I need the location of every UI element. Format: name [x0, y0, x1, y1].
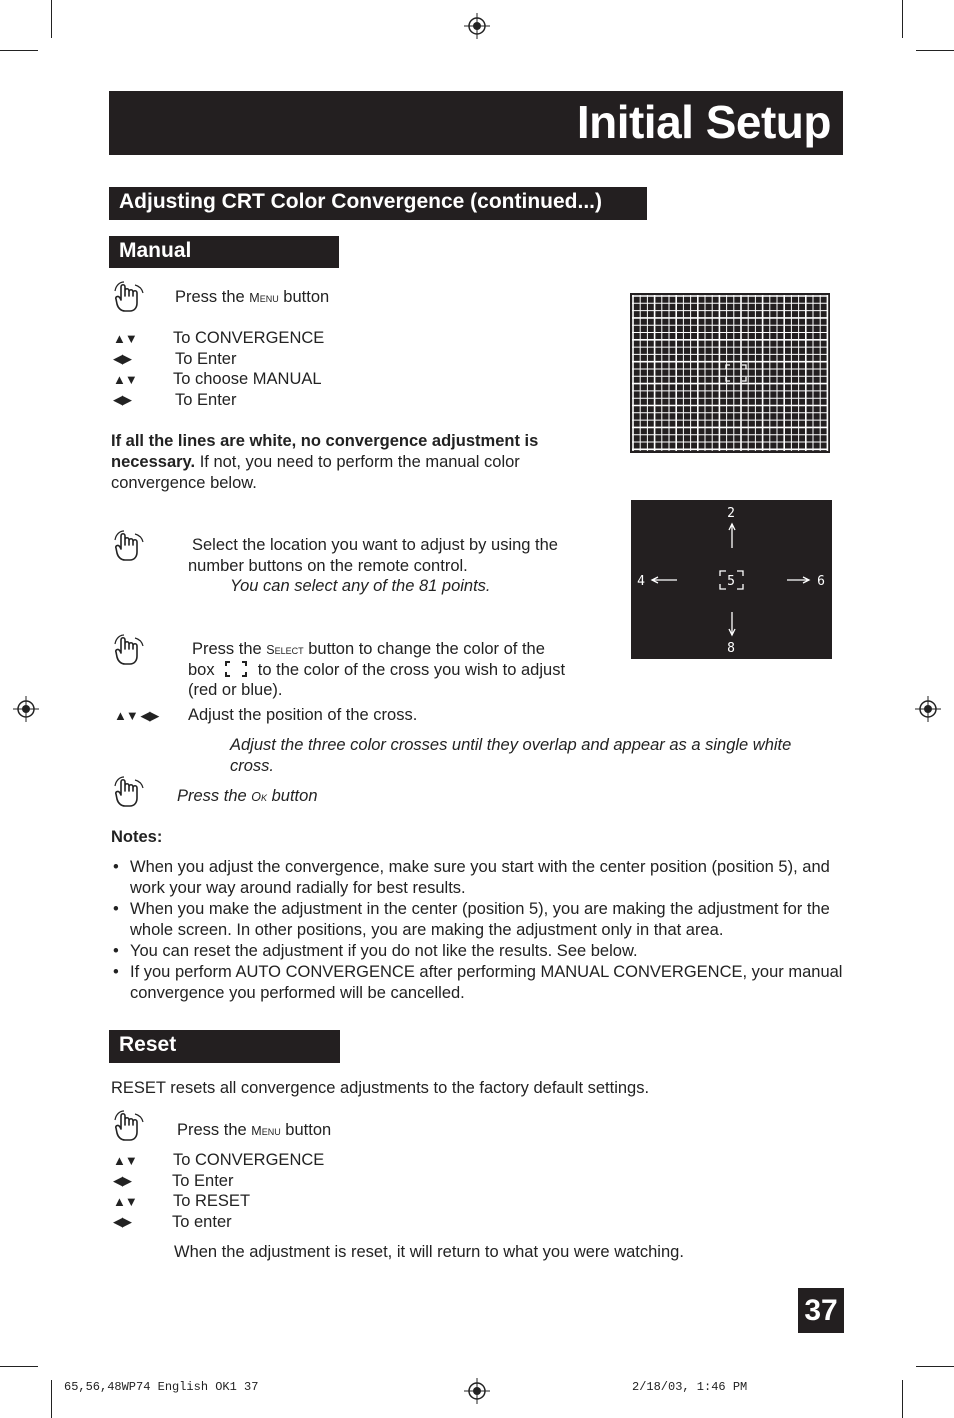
select-key: Select: [266, 643, 304, 657]
nav-step: To Enter: [175, 391, 237, 409]
nav-step: To CONVERGENCE: [173, 1151, 325, 1169]
crop-mark: [916, 50, 954, 51]
crop-mark: [916, 1366, 954, 1367]
footer-file-info: 65,56,48WP74 English OK1 37: [64, 1380, 259, 1394]
section-header-reset: [109, 1030, 340, 1063]
direction-diagram: [631, 500, 832, 659]
position-2-label: 2: [727, 506, 735, 521]
select-button-line1: Press the Select button to change the color of the: [192, 640, 545, 658]
crop-mark: [0, 50, 38, 51]
section-header-manual: [109, 236, 339, 268]
crop-mark: [902, 1380, 903, 1418]
overlap-note: Adjust the three color crosses until they overlap and appear as a single white cross.: [230, 736, 792, 775]
ok-key: Ok: [251, 790, 268, 804]
arrow-icon: ▲▼: [113, 1194, 137, 1209]
list-item: • You can reset the adjustment if you do not like the results. See below.: [111, 941, 851, 962]
position-4-label: 4: [637, 574, 645, 589]
press-ok-text: Press the Ok button: [177, 787, 318, 805]
select-location-note: You can select any of the 81 points.: [230, 577, 491, 595]
hand-press-icon: [112, 1110, 146, 1144]
footer-timestamp: 2/18/03, 1:46 PM: [632, 1380, 748, 1394]
list-item: • If you perform AUTO CONVERGENCE after performing MANUAL CONVERGENCE, your manual convergence you performed will be cancelled.: [111, 962, 851, 1004]
menu-key: Menu: [249, 291, 279, 305]
nav-step: To choose MANUAL: [173, 370, 322, 388]
nav-step: To enter: [172, 1213, 232, 1231]
notes-list: [111, 857, 851, 1004]
arrow-icon: ◀▶: [113, 1173, 131, 1188]
menu-key: Menu: [251, 1124, 281, 1138]
arrow-icon: ◀▶: [113, 351, 131, 366]
title-bar: [109, 91, 843, 155]
arrow-icon: ▲▼: [113, 372, 137, 387]
list-item: • When you make the adjustment in the center (position 5), you are making the adjustment for the whole screen. In other positions, you are making the adjustment only in that area.: [111, 899, 851, 941]
position-8-label: 8: [727, 641, 735, 656]
section-title: Manual: [119, 239, 192, 262]
white-lines-paragraph: If all the lines are white, no convergence adjustment is necessary. If not, you need to perform the manual color convergence below.: [111, 432, 539, 492]
section-title: Reset: [119, 1033, 177, 1056]
crop-mark: [51, 1380, 52, 1418]
registration-mark-icon: [464, 13, 490, 39]
nav-step: To RESET: [173, 1192, 251, 1210]
select-button-line2: box to the color of the cross you wish to adjust: [188, 661, 566, 679]
crop-mark: [0, 1366, 38, 1367]
section-header-convergence: [109, 187, 647, 220]
nav-step: To Enter: [172, 1172, 234, 1190]
arrow-icon: ▲▼: [113, 1153, 137, 1168]
position-5-label: 5: [727, 574, 735, 589]
crop-mark: [902, 0, 903, 38]
page-number: 37: [798, 1288, 844, 1333]
arrow-icon: ▲▼: [113, 331, 137, 346]
notes-heading: Notes:: [111, 828, 163, 846]
hand-press-icon: [112, 281, 146, 315]
registration-mark-icon: [915, 696, 941, 722]
adjust-cross-text: Adjust the position of the cross.: [188, 706, 418, 724]
nav-step: To Enter: [175, 350, 237, 368]
registration-mark-icon: [464, 1378, 490, 1404]
box-bracket-icon: [225, 661, 247, 677]
crop-mark: [51, 0, 52, 38]
reset-closing: When the adjustment is reset, it will return to what you were watching.: [174, 1243, 684, 1261]
reset-intro: RESET resets all convergence adjustments to the factory default settings.: [111, 1079, 650, 1097]
arrow-icon: ◀▶: [113, 392, 131, 407]
list-item: • When you adjust the convergence, make sure you start with the center position (position 5), and work your way around radially for best results.: [111, 857, 851, 899]
arrow-icon: ▲▼ ◀▶: [114, 708, 159, 723]
convergence-grid-illustration: [630, 293, 830, 453]
hand-press-icon: [112, 530, 146, 564]
hand-press-icon: [112, 634, 146, 668]
select-location-text: Select the location you want to adjust by using the number buttons on the remote control.: [188, 536, 558, 575]
step-press-menu: Press the Menu button: [175, 288, 330, 306]
page-title: Initial Setup: [576, 96, 831, 148]
position-6-label: 6: [817, 574, 825, 589]
registration-mark-icon: [13, 696, 39, 722]
select-button-line3: (red or blue).: [188, 681, 283, 699]
hand-press-icon: [112, 776, 146, 810]
section-title: Adjusting CRT Color Convergence (continued...): [119, 190, 602, 213]
arrow-icon: ◀▶: [113, 1214, 131, 1229]
reset-press-menu: Press the Menu button: [177, 1121, 332, 1139]
nav-step: To CONVERGENCE: [173, 329, 325, 347]
